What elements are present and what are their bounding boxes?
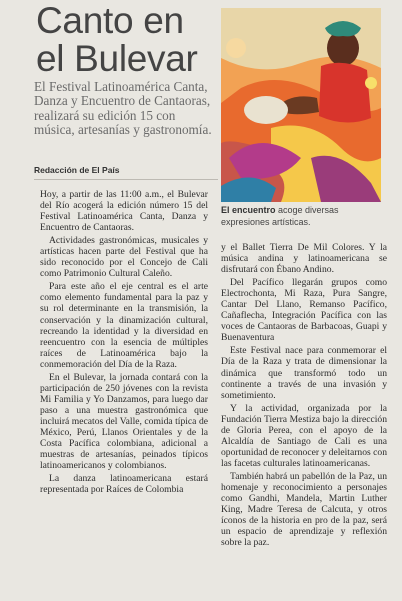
caption-text: acoge diversas expresiones artísticas. xyxy=(221,205,339,227)
article-headline: Canto en el Bulevar xyxy=(36,0,198,79)
caption-lead: El encuentro xyxy=(221,205,276,215)
paragraph: Del Pacífico llegarán grupos como Electrochonta, Mi Raza, Pura Sangre, Cantar Del Llano, Remanso Pacífico, Cañaflecha, Integración Pacífica con las voces de Cantaoras de Barbacoas, Guapi y Buenaventura xyxy=(221,277,387,344)
paragraph: En el Bulevar, la jornada contará con la participación de 250 jóvenes con la revista Mi Familia y Yo Danzamos, para luego dar paso a una muestra gastronómica que incluirá mecatos del Valle, comida típica de México, Perú, Llanos Orientales y de la Costa Pacífica colombiana, adicional a muestras de artesanías, peinados típicos latinoamericanos y colombianos. xyxy=(40,371,208,472)
paragraph: La danza latinoamericana estará representada por Raíces de Colombia xyxy=(40,473,208,496)
paragraph: y el Ballet Tierra De Mil Colores. Y la música andina y latinoamericana se disfrutará con Ébano Andino. xyxy=(221,242,387,276)
paragraph: También habrá un pabellón de la Paz, un homenaje y reconocimiento a personajes como Gandhi, Mandela, Martin Luther King, Madre Teresa de Calcuta, y otros íconos de la historia en pro de la paz, será un espacio de aprendizaje y reflexión sobre la paz. xyxy=(221,470,387,549)
photo-caption xyxy=(221,205,389,228)
paragraph: Este Festival nace para conmemorar el Día de la Raza y trata de dimensionar la dinámica que transformó todo un continente a través de una invasión y sometimiento. xyxy=(221,345,387,401)
article-photo xyxy=(221,8,381,202)
paragraph: Y la actividad, organizada por la Fundación Tierra Mestiza bajo la dirección de Gloria Perea, con el apoyo de la Alcaldía de Santiago de Cali es una oportunidad de reconocer y deleitarnos con las facetas culturales latinoamericanas. xyxy=(221,402,387,469)
paragraph: Actividades gastronómicas, musicales y artísticas hacen parte del Festival que ha sido reconocido por el Concejo de Cali como Patrimonio Cultural Caleño. xyxy=(40,235,208,280)
article-deck: El Festival Latinoamérica Canta, Danza y Encuentro de Cantaoras, realizará su edición 15 con música, artesanías y gastronomía. xyxy=(34,79,212,138)
painting-illustration xyxy=(221,8,381,202)
paragraph: Para este año el eje central es el arte como elemento fundamental para la paz y su rol determinante en la transmisión, la conservación y la dinamización cultural, recreando la identidad y la diversidad en reencuentro con la esencia de múltiples raíces de Latinoamérica bajo la conmemoración del Día de la Raza. xyxy=(40,281,208,370)
byline-divider xyxy=(34,179,218,180)
paragraph: Hoy, a partir de las 11:00 a.m., el Bulevar del Río acogerá la edición número 15 del Festival Latinoamérica Canta, Danza y Encuentro de Cantaoras. xyxy=(40,189,208,234)
body-column-2 xyxy=(221,242,387,550)
body-column-1 xyxy=(40,189,208,497)
article-byline: Redacción de El País xyxy=(34,165,120,175)
